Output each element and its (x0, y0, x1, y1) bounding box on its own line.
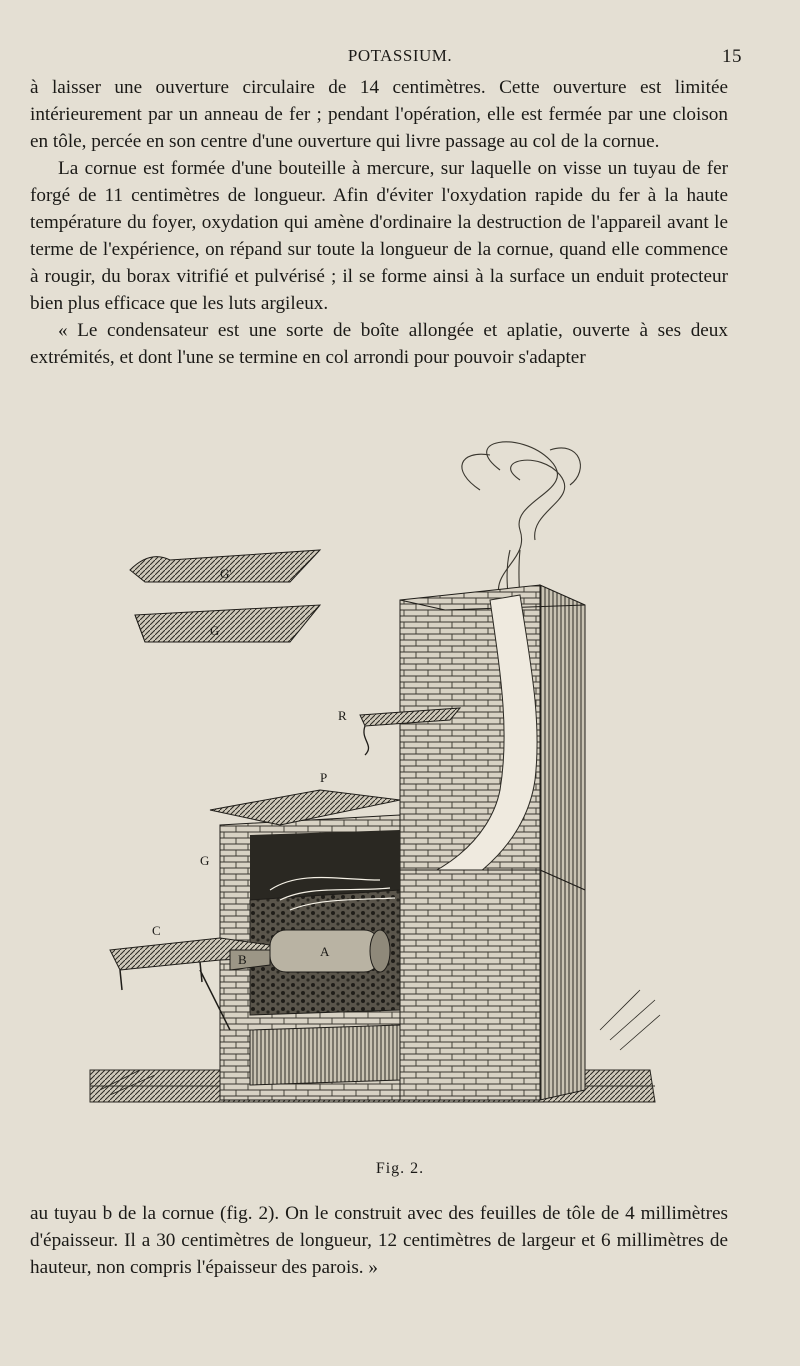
paragraph: La cornue est formée d'une bouteille à mercure, sur laquelle on visse un tuyau de fer forgé de 11 centimètres de longueur. Afin d'éviter l'oxydation rapide du fer à la haute température du foyer, oxydation qui amène d'ordinaire la destruction de l'appareil avant le terme de l'expérience, on répand sur toute la longueur de la cornue, quand elle commence à rougir, du borax vitrifié et pulvérisé ; il se forme ainsi à la surface un enduit protecteur bien plus efficace que les luts argileux. (30, 158, 728, 314)
condenser-plate-g-prime (130, 550, 320, 582)
body-text-top (30, 74, 728, 371)
paragraph: « Le condensateur est une sorte de boîte allongée et aplatie, ouverte à ses deux extrémités, et dont l'une se termine en col arrondi pour pouvoir s'adapter (30, 320, 728, 368)
label-g-prime: G' (220, 566, 232, 581)
paragraph: à laisser une ouverture circulaire de 14 centimètres. Cette ouverture est limitée intérieurement par un anneau de fer ; pendant l'opération, elle est fermée par une cloison en tôle, percée en son centre d'une ouverture qui livre passage au col de la cornue. (30, 77, 728, 152)
figure-caption: Fig. 2. (375, 1160, 425, 1177)
label-g-plate: G (210, 623, 220, 638)
running-header (0, 44, 800, 70)
label-a: A (320, 944, 330, 959)
furnace-engraving (80, 430, 680, 1150)
furnace-base (400, 870, 585, 1100)
paragraph: au tuyau b de la cornue (fig. 2). On le construit avec des feuilles de tôle de 4 millimètres d'épaisseur. Il a 30 centimètres de longueur, 12 centimètres de largeur et 6 millimètres de hauteur, non compris l'épaisseur des parois. » (30, 1203, 728, 1278)
label-r: R (338, 708, 347, 723)
running-title: POTASSIUM. (347, 46, 453, 65)
label-c: C (152, 923, 161, 938)
label-g-side: G (200, 853, 210, 868)
body-text-bottom (30, 1200, 728, 1281)
condenser-plate-g (135, 605, 320, 642)
page-number: 15 (722, 46, 742, 67)
retort-a (270, 930, 390, 972)
label-p: P (320, 770, 328, 785)
label-b: B (238, 952, 247, 967)
